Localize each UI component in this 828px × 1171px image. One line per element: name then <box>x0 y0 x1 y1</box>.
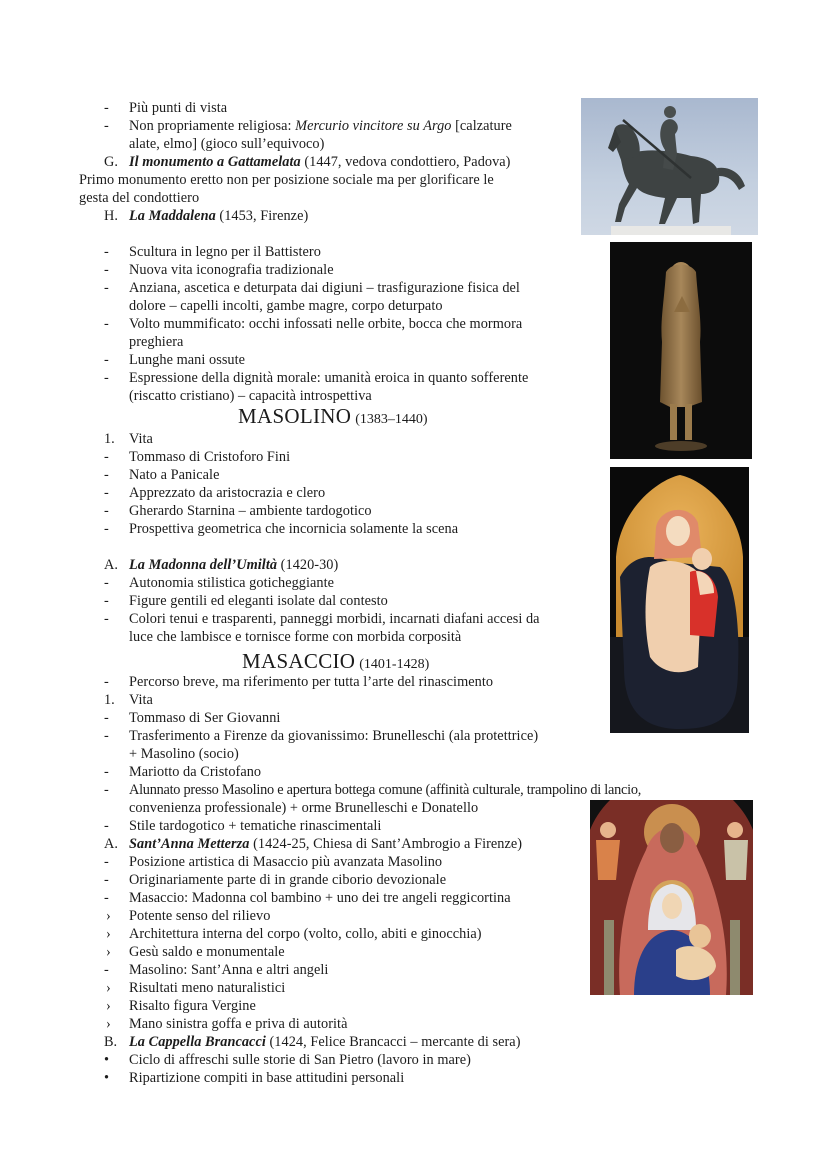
list-dash: - <box>104 593 109 609</box>
artist-name: MASOLINO <box>238 404 352 428</box>
list-item-continuation: alate, elmo] (gioco sull’equivoco) <box>129 136 325 152</box>
list-item: Prospettiva geometrica che incornicia solamente la scena <box>129 521 459 537</box>
list-dash: - <box>104 467 109 483</box>
list-subitem: Mano sinistra goffa e priva di autorità <box>129 1016 348 1032</box>
list-bullet: • <box>104 1070 110 1086</box>
artwork-details: (1420-30) <box>277 557 339 573</box>
list-dash: - <box>104 118 109 134</box>
list-item: Tommaso di Ser Giovanni <box>129 710 281 726</box>
artist-dates: (1401-1428) <box>359 657 430 672</box>
subsection-label-vita: Vita <box>129 692 153 708</box>
list-item-continuation: preghiera <box>129 334 184 350</box>
list-dash: - <box>104 262 109 278</box>
list-subitem: Architettura interna del corpo (volto, collo, abiti e ginocchia) <box>129 926 482 942</box>
paragraph-line: Primo monumento eretto non per posizione sociale ma per glorificare le <box>79 172 494 188</box>
work-heading-cappella-brancacci <box>129 1033 521 1051</box>
list-dash: - <box>104 316 109 332</box>
list-dash: - <box>104 872 109 888</box>
work-heading-santanna-metterza <box>129 835 522 853</box>
wooden-figure-icon <box>610 242 752 459</box>
list-item: Nuova vita iconografia tradizionale <box>129 262 334 278</box>
artwork-title: Il monumento a Gattamelata <box>129 154 301 170</box>
list-dash: - <box>104 611 109 627</box>
list-bullet: • <box>104 1052 110 1068</box>
list-letter-marker: B. <box>104 1034 118 1050</box>
list-number-marker: 1. <box>104 692 115 708</box>
artwork-title: Mercurio vincitore su Argo <box>295 118 452 134</box>
list-item-continuation: + Masolino (socio) <box>129 746 239 762</box>
gattamelata-statue-image <box>581 98 758 235</box>
list-chevron: › <box>106 926 111 942</box>
list-item: Apprezzato da aristocrazia e clero <box>129 485 326 501</box>
list-subitem: Risalto figura Vergine <box>129 998 256 1014</box>
list-item-continuation: dolore – capelli incolti, gambe magre, corpo deturpato <box>129 298 443 314</box>
artist-dates: (1383–1440) <box>355 412 428 427</box>
list-chevron: › <box>106 980 111 996</box>
list-dash: - <box>104 674 109 690</box>
subsection-label-vita: Vita <box>129 431 153 447</box>
list-item: Tommaso di Cristoforo Fini <box>129 449 291 465</box>
artwork-details: (1453, Firenze) <box>215 208 309 224</box>
list-item: Autonomia stilistica goticheggiante <box>129 575 335 591</box>
list-dash: - <box>104 503 109 519</box>
section-heading-masolino <box>238 404 428 429</box>
list-item: Mariotto da Cristofano <box>129 764 262 780</box>
list-item-continuation: convenienza professionale) + orme Brunelleschi e Donatello <box>129 800 479 816</box>
list-item: Lunghe mani ossute <box>129 352 246 368</box>
list-item: Stile tardogotico + tematiche rinascimentali <box>129 818 382 834</box>
list-item-text: [calzature <box>451 118 512 134</box>
list-chevron: › <box>106 998 111 1014</box>
list-item: Espressione della dignità morale: umanità eroica in quanto sofferente <box>129 370 529 386</box>
section-heading-masaccio <box>242 649 429 674</box>
list-dash: - <box>104 521 109 537</box>
list-subitem: Risultati meno naturalistici <box>129 980 286 996</box>
artist-name: MASACCIO <box>242 649 356 673</box>
list-item: Ciclo di affreschi sulle storie di San Pietro (lavoro in mare) <box>129 1052 471 1068</box>
list-dash: - <box>104 449 109 465</box>
list-subitem: Potente senso del rilievo <box>129 908 271 924</box>
list-letter-marker: A. <box>104 836 118 852</box>
paragraph-line: gesta del condottiero <box>79 190 200 206</box>
list-item: Volto mummificato: occhi infossati nelle orbite, bocca che mormora <box>129 316 523 332</box>
list-item: Figure gentili ed eleganti isolate dal contesto <box>129 593 388 609</box>
work-heading-madonna-umilta <box>129 556 338 574</box>
artwork-title: Sant’Anna Metterza <box>129 836 250 852</box>
list-dash: - <box>104 764 109 780</box>
artwork-title: La Maddalena <box>129 208 216 224</box>
work-heading-maddalena <box>129 207 308 225</box>
list-dash: - <box>104 280 109 296</box>
list-item: Gherardo Starnina – ambiente tardogotico <box>129 503 372 519</box>
list-letter-marker: G. <box>104 154 118 170</box>
list-dash: - <box>104 370 109 386</box>
list-dash: - <box>104 100 109 116</box>
list-chevron: › <box>106 1016 111 1032</box>
equestrian-statue-icon <box>581 98 758 235</box>
list-dash: - <box>104 854 109 870</box>
list-dash: - <box>104 782 109 798</box>
list-item: Percorso breve, ma riferimento per tutta l’arte del rinascimento <box>129 674 494 690</box>
list-item: Masaccio: Madonna col bambino + uno dei tre angeli reggicortina <box>129 890 511 906</box>
list-item: Anziana, ascetica e deturpata dai digiuni – trasfigurazione fisica del <box>129 280 520 296</box>
santanna-metterza-image <box>590 800 753 995</box>
list-dash: - <box>104 485 109 501</box>
artwork-details: (1424, Felice Brancacci – mercante di sera) <box>265 1034 521 1050</box>
list-dash: - <box>104 352 109 368</box>
list-item: Masolino: Sant’Anna e altri angeli <box>129 962 329 978</box>
list-chevron: › <box>106 944 111 960</box>
santanna-painting-icon <box>590 800 753 995</box>
artwork-details: (1424-25, Chiesa di Sant’Ambrogio a Firenze) <box>249 836 523 852</box>
list-number-marker: 1. <box>104 431 115 447</box>
madonna-umilta-image <box>610 467 749 733</box>
work-heading-gattamelata <box>129 153 511 171</box>
list-item: Colori tenui e trasparenti, panneggi morbidi, incarnati diafani accesi da <box>129 611 540 627</box>
list-item: Originariamente parte di in grande ciborio devozionale <box>129 872 447 888</box>
list-item: Più punti di vista <box>129 100 228 116</box>
list-item-text: Non propriamente religiosa: <box>129 118 296 134</box>
madonna-painting-icon <box>610 467 749 733</box>
list-item: Alunnato presso Masolino e apertura bottega comune (affinità culturale, trampolino di lancio, <box>129 782 642 798</box>
artwork-title: La Madonna dell’Umiltà <box>129 557 278 573</box>
list-dash: - <box>104 244 109 260</box>
list-item: Trasferimento a Firenze da giovanissimo: Brunelleschi (ala protettrice) <box>129 728 539 744</box>
list-item: Ripartizione compiti in base attitudini personali <box>129 1070 405 1086</box>
list-item-continuation: luce che lambisce e tornisce forme con morbida corposità <box>129 629 462 645</box>
list-letter-marker: A. <box>104 557 118 573</box>
list-letter-marker: H. <box>104 208 118 224</box>
list-chevron: › <box>106 908 111 924</box>
list-item <box>129 117 512 135</box>
list-item: Scultura in legno per il Battistero <box>129 244 321 260</box>
maddalena-sculpture-image <box>610 242 752 459</box>
list-item-continuation: (riscatto cristiano) – capacità introspettiva <box>129 388 372 404</box>
artwork-title: La Cappella Brancacci <box>129 1034 266 1050</box>
list-item: Posizione artistica di Masaccio più avanzata Masolino <box>129 854 443 870</box>
list-item: Nato a Panicale <box>129 467 220 483</box>
list-dash: - <box>104 575 109 591</box>
list-dash: - <box>104 728 109 744</box>
list-dash: - <box>104 890 109 906</box>
artwork-details: (1447, vedova condottiero, Padova) <box>300 154 511 170</box>
list-dash: - <box>104 710 109 726</box>
list-dash: - <box>104 818 109 834</box>
list-dash: - <box>104 962 109 978</box>
list-subitem: Gesù saldo e monumentale <box>129 944 285 960</box>
